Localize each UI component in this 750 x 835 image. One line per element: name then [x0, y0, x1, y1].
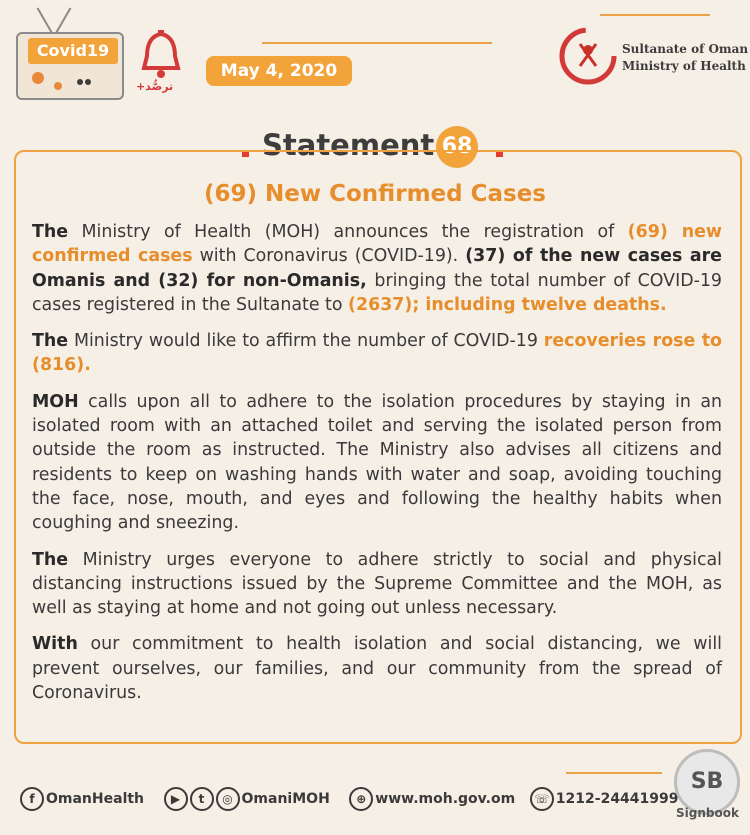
- youtube-icon[interactable]: ▶: [164, 787, 188, 811]
- paragraph-4: The Ministry urges everyone to adhere strictly to social and physical distancing instructions issued by the Supreme Committee and the MOH, as well as staying at home and not going out unless necessary.: [32, 549, 722, 619]
- paragraph-5: With our commitment to health isolation and social distancing, we will prevent ourselves, our families, and our community from the spread of Coronavirus.: [32, 634, 722, 704]
- website-link[interactable]: www.moh.gov.om: [375, 791, 516, 807]
- globe-icon: ⊕: [349, 787, 373, 811]
- paragraph-2: The Ministry would like to affirm the number of COVID-19 recoveries rose to (816).: [32, 331, 722, 376]
- facebook-handle[interactable]: OmanHealth: [46, 791, 145, 807]
- tv-antenna-left: [37, 8, 54, 35]
- ministry-logo: [558, 22, 749, 98]
- phone-number[interactable]: 1212-24441999: [555, 791, 679, 807]
- signbook-logo: SB: [674, 749, 740, 815]
- bell-icon: [138, 30, 184, 84]
- social-handle[interactable]: OmaniMOH: [241, 791, 330, 807]
- ministry-name-line1: Sultanate of Oman: [622, 42, 749, 56]
- paragraph-1: The Ministry of Health (MOH) announces the registration of (69) new confirmed cases with Coronavirus (COVID-19). (37) of the new cases are Omanis and (32) for non-Omanis, bringing the total number of COVID-19 cases registered in the Sultanate to (2637); including twelve deaths.: [32, 222, 722, 315]
- twitter-icon[interactable]: t: [190, 787, 214, 811]
- ministry-name-line2: Ministry of Health: [622, 59, 746, 73]
- phone-icon: ☏: [530, 787, 554, 811]
- date-badge: May 4, 2020: [206, 56, 352, 86]
- header-divider-left: [262, 42, 492, 44]
- statement-number: 68: [436, 126, 478, 168]
- ministry-emblem-icon: [558, 26, 618, 86]
- header-divider-right: [600, 14, 710, 16]
- covid19-tag: Covid19: [28, 38, 118, 64]
- signbook-label: Signbook: [676, 806, 739, 820]
- bell-caption: +ترصُّد: [136, 80, 174, 93]
- paragraph-3: MOH calls upon all to adhere to the isolation procedures by staying in an isolated room with an attached toilet and serving the isolated person from outside the room as instructed. The Ministry also advises all citizens and residents to keep on washing hands with water and soap, avoiding touching the face, nose, mouth, and eyes and following the healthy habits when coughing and sneezing.: [32, 391, 722, 534]
- statement-label: Statement: [262, 128, 435, 162]
- statement-body: [32, 220, 722, 717]
- instagram-icon[interactable]: ◎: [216, 787, 240, 811]
- footer-divider: [566, 772, 662, 774]
- facebook-icon[interactable]: f: [20, 787, 44, 811]
- headline: (69) New Confirmed Cases: [203, 181, 546, 207]
- tv-antenna-right: [55, 8, 72, 35]
- footer-contacts: [20, 787, 679, 813]
